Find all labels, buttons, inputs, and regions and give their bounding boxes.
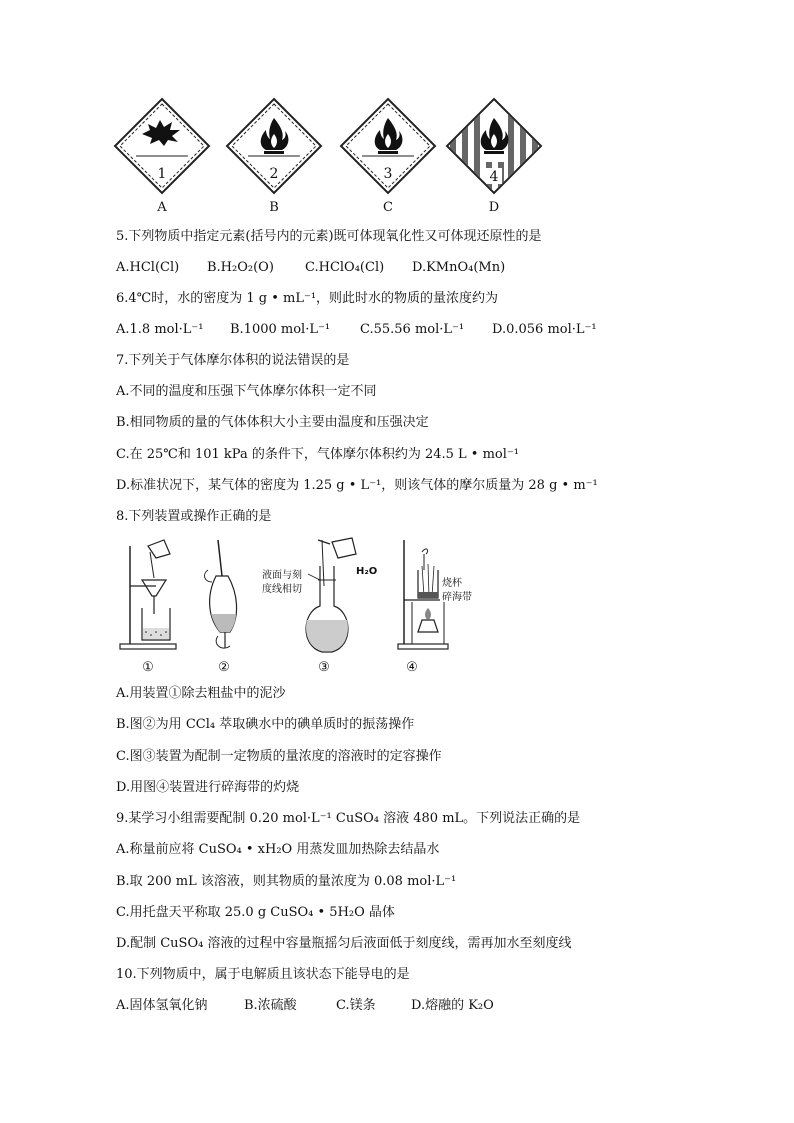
q8-option-d: D.用图④装置进行碎海带的灼烧 [116,780,300,795]
hazard-sign-d [444,96,544,196]
label-h2o: H₂O [356,566,378,577]
q10-option-c: C.镁条 [336,998,376,1013]
q8-stem: 8.下列装置或操作正确的是 [116,509,272,524]
q8-option-a: A.用装置①除去粗盐中的泥沙 [116,686,286,701]
q10-option-b: B.浓硫酸 [244,998,297,1013]
label-scale-line: 度线相切 [262,584,302,595]
hazard-number-1: 1 [157,166,167,182]
q6-option-c: C.55.56 mol·L⁻¹ [360,322,465,337]
hazard-number-3: 3 [383,166,393,182]
q6-stem: 6.4℃时，水的密度为 1 g • mL⁻¹，则此时水的物质的量浓度约为 [116,291,499,306]
q5-option-b: B.H₂O₂(O) [207,260,274,275]
hazard-letter-b: B [269,200,279,215]
q7-option-d: D.标准状况下，某气体的密度为 1.25 g • L⁻¹，则该气体的摩尔质量为 28 g • m⁻¹ [116,478,598,493]
apparatus-label-4: ④ [406,660,418,675]
apparatus-volumetric-flask [260,536,390,658]
apparatus-filtration [116,536,180,656]
hazard-sign-c [338,96,438,196]
hazard-letter-a: A [157,200,167,215]
hazard-letter-d: D [488,200,500,215]
q8-option-b: B.图②为用 CCl₄ 萃取碘水中的碘单质时的振荡操作 [116,717,415,732]
q9-option-d: D.配制 CuSO₄ 溶液的过程中容量瓶摇匀后液面低于刻度线，需再加水至刻度线 [116,936,572,951]
q7-stem: 7.下列关于气体摩尔体积的说法错误的是 [116,353,350,368]
q5-option-d: D.KMnO₄(Mn) [412,260,506,275]
q5-stem: 5.下列物质中指定元素(括号内的元素)既可体现氧化性又可体现还原性的是 [116,229,542,244]
label-beaker: 烧杯 [442,578,462,589]
hazard-number-2: 2 [269,166,279,182]
q6-option-b: B.1000 mol·L⁻¹ [230,322,331,337]
explosion-icon [112,96,212,196]
q10-stem: 10.下列物质中，属于电解质且该状态下能导电的是 [116,967,410,982]
label-seaweed: 碎海带 [442,592,472,603]
q9-option-c: C.用托盘天平称取 25.0 g CuSO₄ • 5H₂O 晶体 [116,905,395,920]
q9-option-b: B.取 200 mL 该溶液，则其物质的量浓度为 0.08 mol·L⁻¹ [116,874,457,889]
q6-option-a: A.1.8 mol·L⁻¹ [116,322,204,337]
q10-option-d: D.熔融的 K₂O [411,998,494,1013]
q9-stem: 9.某学习小组需要配制 0.20 mol·L⁻¹ CuSO₄ 溶液 480 mL。下列说法正确的是 [116,811,581,826]
flame-icon [224,96,324,196]
apparatus-label-1: ① [142,660,154,675]
apparatus-label-2: ② [218,660,230,675]
hazard-letter-c: C [383,200,393,215]
apparatus-label-3: ③ [318,660,330,675]
q7-option-a: A.不同的温度和压强下气体摩尔体积一定不同 [116,384,377,399]
q7-option-b: B.相同物质的量的气体体积大小主要由温度和压强决定 [116,415,429,430]
q10-option-a: A.固体氢氧化钠 [116,998,208,1013]
hazard-sign-a [112,96,212,196]
q8-option-c: C.图③装置为配制一定物质的量浓度的溶液时的定容操作 [116,749,442,764]
q5-option-c: C.HClO₄(Cl) [305,260,385,275]
q6-option-d: D.0.056 mol·L⁻¹ [492,322,597,337]
q5-option-a: A.HCl(Cl) [116,260,180,275]
label-liquid-level: 液面与刻 [262,570,302,581]
hazard-signs-figure [112,96,562,220]
flame-icon [338,96,438,196]
flame-striped-icon [444,96,544,196]
q7-option-c: C.在 25℃和 101 kPa 的条件下，气体摩尔体积约为 24.5 L • mol⁻¹ [116,447,519,462]
hazard-number-4: 4 [489,169,499,185]
hazard-sign-b [224,96,324,196]
apparatus-separatory-funnel [198,536,248,656]
apparatus-figure [112,536,492,680]
q9-option-a: A.称量前应将 CuSO₄ • xH₂O 用蒸发皿加热除去结晶水 [116,842,440,857]
